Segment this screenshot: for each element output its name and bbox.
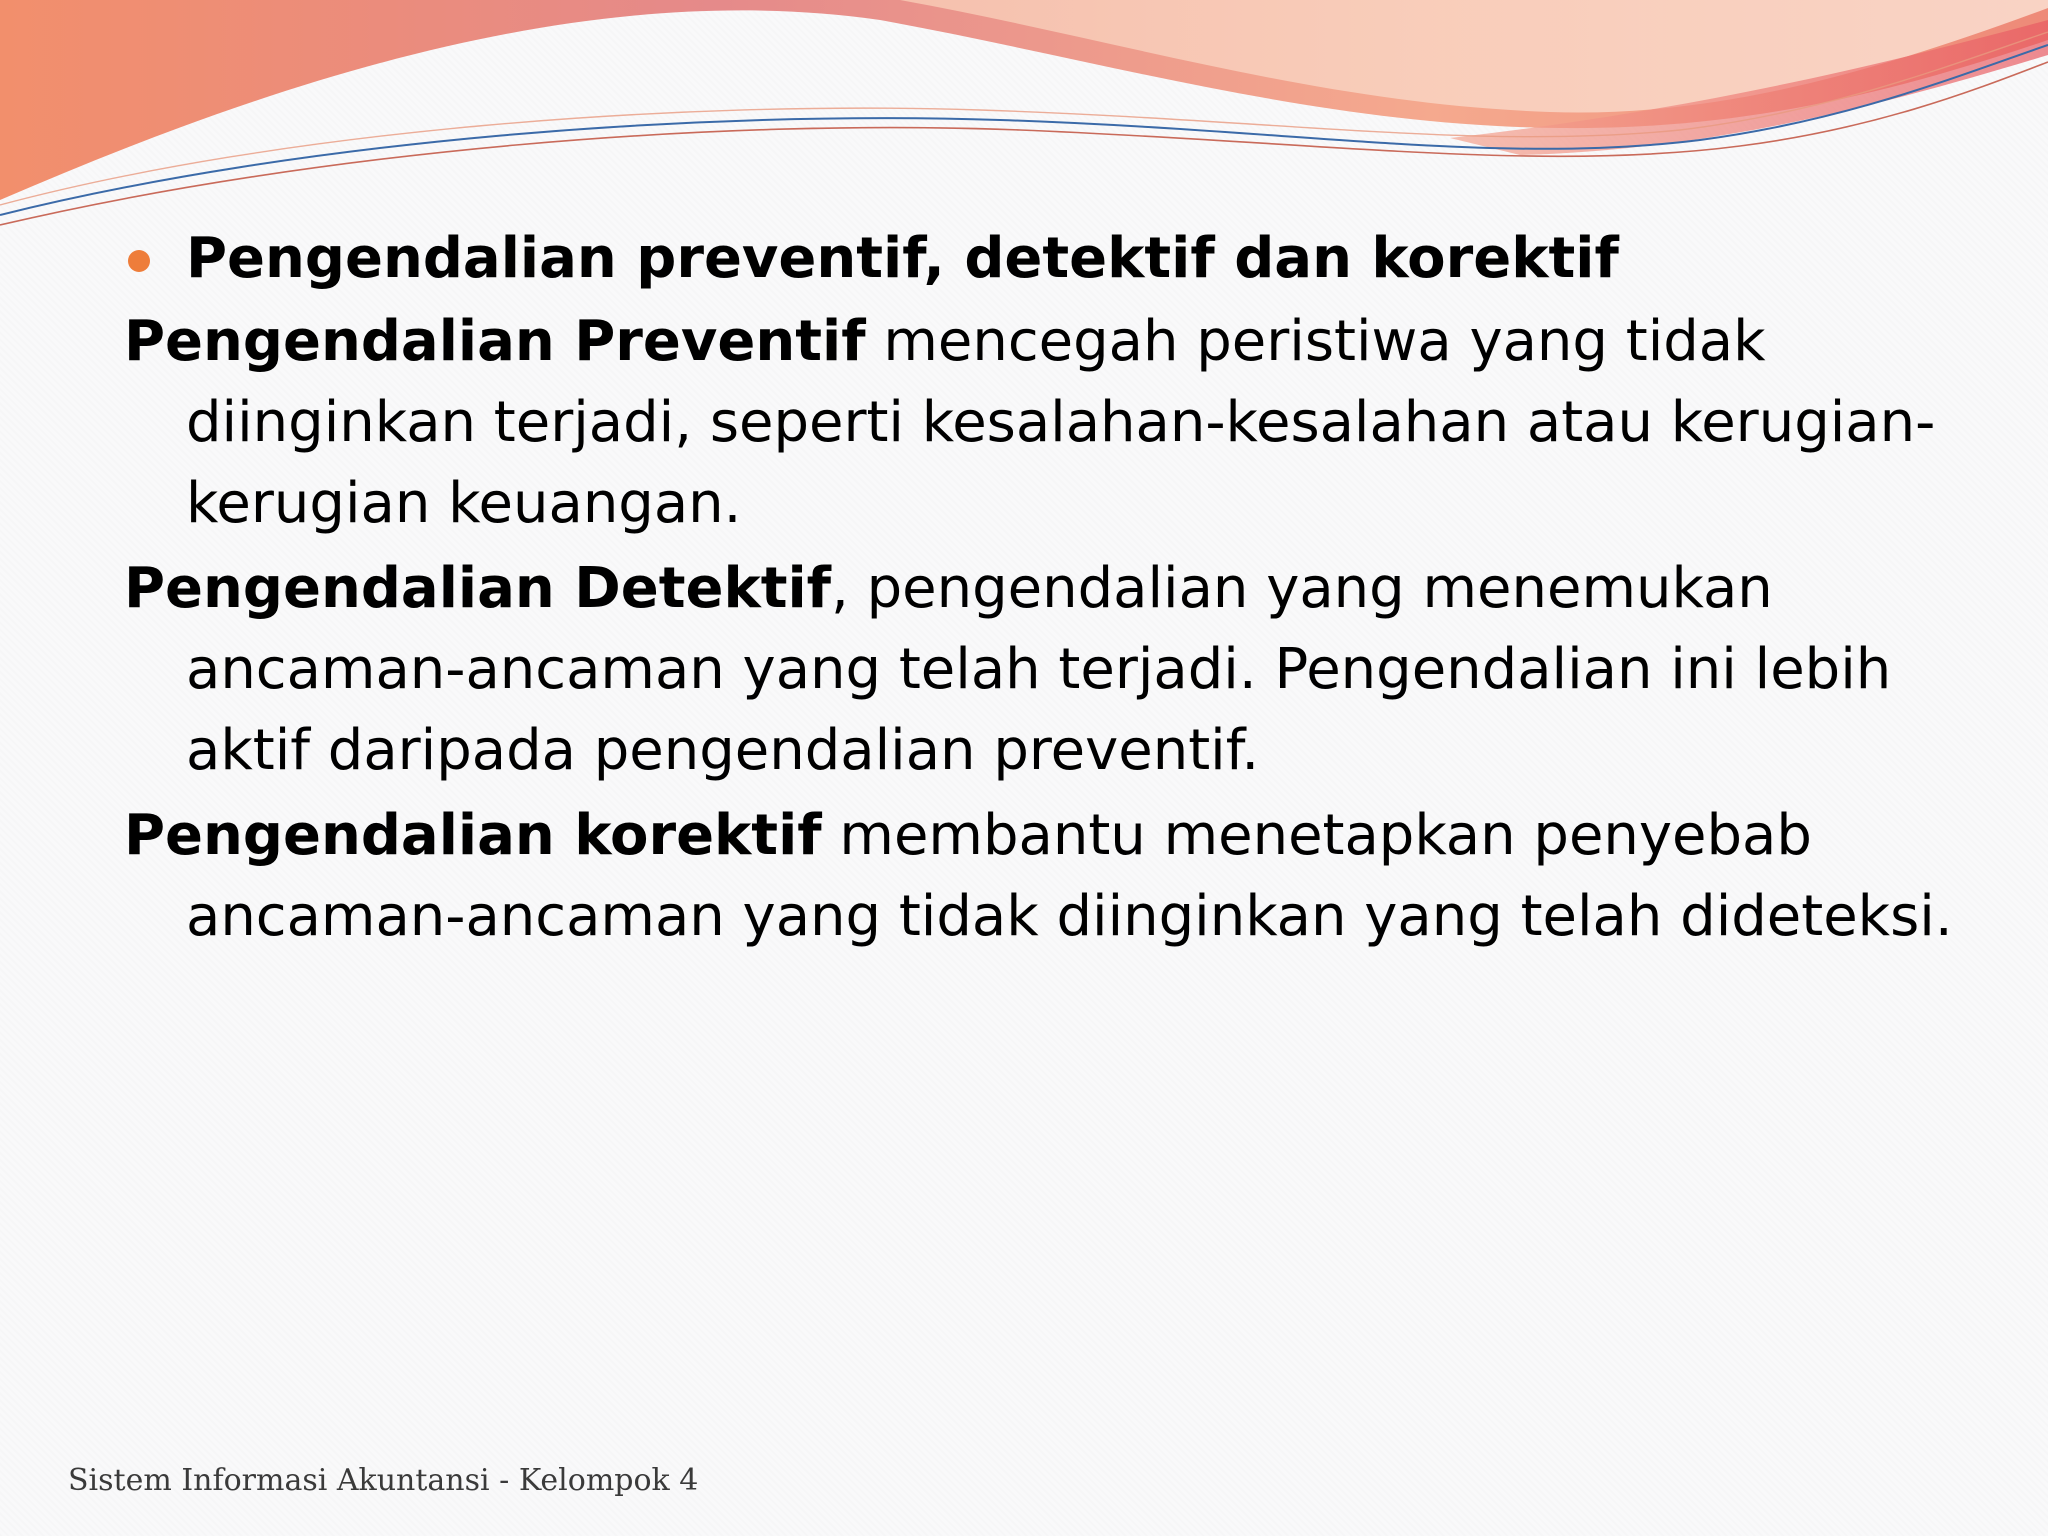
header-wave-decoration xyxy=(0,0,2048,240)
definition-detektif: , pengendalian yang menemukan ancaman-ancaman yang telah terjadi. Pengendalian ini lebih aktif daripada pengendalian preventif. xyxy=(186,556,1892,783)
slide-content xyxy=(124,218,1964,961)
definition-korektif: membantu menetapkan penyebab ancaman-ancaman yang tidak diinginkan yang telah dideteksi. xyxy=(186,803,1953,949)
footer-text: Sistem Informasi Akuntansi - Kelompok 4 xyxy=(68,1463,699,1498)
term-detektif: Pengendalian Detektif xyxy=(124,556,832,621)
bullet-heading xyxy=(124,218,1964,299)
term-korektif: Pengendalian korektif xyxy=(124,803,822,868)
paragraph-preventif xyxy=(124,301,1964,544)
bullet-heading-text: Pengendalian preventif, detektif dan korektif xyxy=(186,226,1619,291)
circle-bullet-icon xyxy=(128,250,150,272)
term-preventif: Pengendalian Preventif xyxy=(124,309,866,374)
definition-preventif: mencegah peristiwa yang tidak diinginkan terjadi, seperti kesalahan-kesalahan atau kerugian-kerugian keuangan. xyxy=(186,309,1936,536)
paragraph-korektif xyxy=(124,795,1964,957)
paragraph-detektif xyxy=(124,548,1964,791)
